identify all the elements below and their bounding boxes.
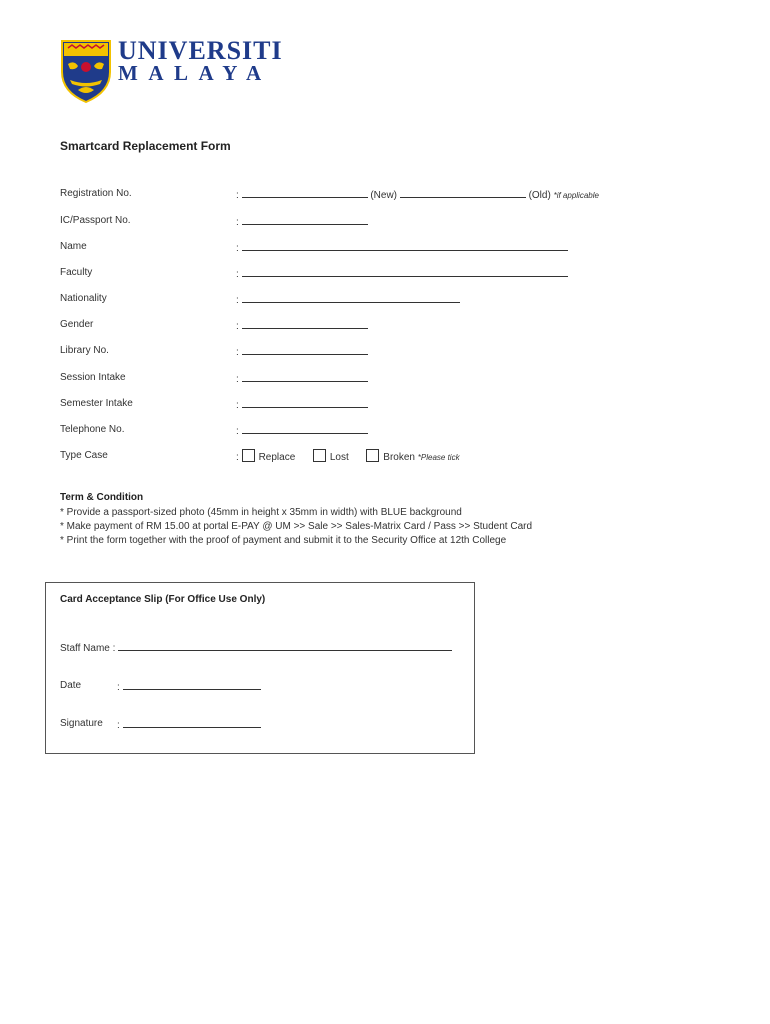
- colon: :: [236, 295, 239, 306]
- replace-option-label: Replace: [258, 452, 296, 463]
- colon: :: [236, 217, 239, 228]
- terms-heading: Term & Condition: [60, 492, 144, 503]
- date-value: [117, 680, 261, 693]
- brand-line-1: UNIVERSITI: [118, 36, 283, 65]
- type-case-value: [236, 449, 460, 463]
- library-label: Library No.: [60, 345, 109, 356]
- colon: :: [236, 374, 239, 385]
- date-label: Date: [60, 680, 82, 691]
- brand-line-2: MALAYA: [118, 61, 272, 85]
- ic-field[interactable]: [242, 215, 368, 225]
- registration-note: *if applicable: [553, 191, 599, 200]
- session-field[interactable]: [242, 372, 368, 382]
- faculty-value: [236, 267, 568, 280]
- type-case-label: Type Case: [60, 450, 108, 461]
- registration-new-suffix: (New): [370, 190, 398, 201]
- gender-value: [236, 319, 368, 332]
- registration-old-suffix: (Old): [528, 190, 551, 201]
- signature-label: Signature: [60, 718, 103, 729]
- session-value: [236, 372, 368, 385]
- lost-option-label: Lost: [329, 452, 349, 463]
- colon: :: [236, 269, 239, 280]
- gender-field[interactable]: [242, 319, 368, 329]
- colon: :: [236, 426, 239, 437]
- university-crest-icon: [60, 38, 112, 104]
- form-title: Smartcard Replacement Form: [60, 139, 231, 153]
- colon: :: [236, 452, 239, 463]
- library-value: [236, 345, 368, 358]
- staff-name-row: [60, 641, 452, 654]
- name-value: [236, 241, 568, 254]
- colon: :: [236, 243, 239, 254]
- nationality-value: [236, 293, 460, 306]
- slip-title: Card Acceptance Slip (For Office Use Only): [60, 594, 266, 605]
- replace-checkbox[interactable]: [242, 449, 255, 462]
- ic-label: IC/Passport No.: [60, 215, 131, 226]
- telephone-field[interactable]: [242, 424, 368, 434]
- signature-value: [117, 718, 261, 731]
- semester-label: Semester Intake: [60, 398, 133, 409]
- colon: :: [236, 321, 239, 332]
- gender-label: Gender: [60, 319, 94, 330]
- semester-field[interactable]: [242, 398, 368, 408]
- registration-label: Registration No.: [60, 188, 132, 199]
- broken-option-label: Broken: [383, 452, 415, 463]
- registration-old-field[interactable]: [400, 188, 526, 198]
- telephone-value: [236, 424, 368, 437]
- telephone-label: Telephone No.: [60, 424, 125, 435]
- lost-checkbox[interactable]: [313, 449, 326, 462]
- term-item: * Print the form together with the proof of payment and submit it to the Security Office at 12th College: [60, 535, 507, 546]
- date-field[interactable]: [123, 680, 261, 690]
- name-label: Name: [60, 241, 87, 252]
- type-case-note: *Please tick: [417, 453, 460, 462]
- nationality-field[interactable]: [242, 293, 460, 303]
- colon: :: [236, 190, 239, 201]
- staff-name-field[interactable]: [118, 641, 452, 651]
- faculty-label: Faculty: [60, 267, 93, 278]
- library-field[interactable]: [242, 345, 368, 355]
- ic-value: [236, 215, 368, 228]
- broken-checkbox[interactable]: [366, 449, 379, 462]
- registration-new-field[interactable]: [242, 188, 368, 198]
- name-field[interactable]: [242, 241, 568, 251]
- term-item: * Make payment of RM 15.00 at portal E-PAY @ UM >> Sale >> Sales-Matrix Card / Pass >> Student Card: [60, 521, 533, 532]
- semester-value: [236, 398, 368, 411]
- colon: :: [236, 400, 239, 411]
- staff-name-label: Staff Name :: [60, 643, 116, 654]
- colon: :: [117, 682, 120, 693]
- colon: :: [117, 720, 120, 731]
- nationality-label: Nationality: [60, 293, 107, 304]
- registration-value: [236, 188, 599, 201]
- term-item: * Provide a passport-sized photo (45mm in height x 35mm in width) with BLUE background: [60, 507, 462, 518]
- colon: :: [236, 347, 239, 358]
- signature-field[interactable]: [123, 718, 261, 728]
- session-label: Session Intake: [60, 372, 126, 383]
- faculty-field[interactable]: [242, 267, 568, 277]
